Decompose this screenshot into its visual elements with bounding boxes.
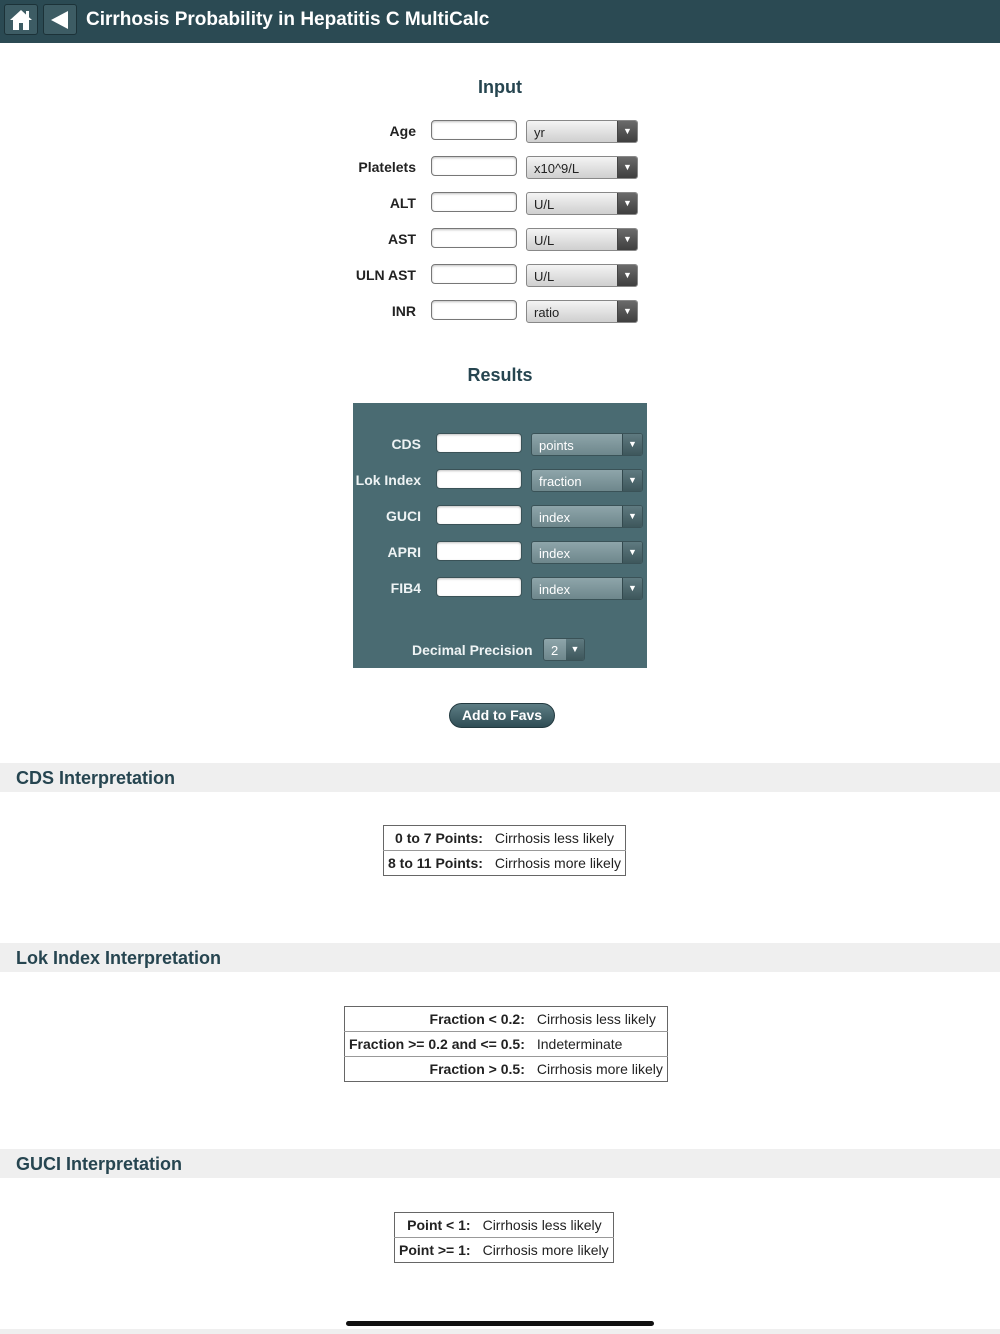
age-unit-value: yr [534,125,545,140]
cds-output[interactable] [436,433,522,453]
back-button[interactable] [43,4,77,35]
guci-unit-select[interactable] [531,505,643,528]
table-row [345,1057,668,1082]
interp-value: Cirrhosis more likely [533,1057,668,1082]
cds-unit-value: points [539,438,574,453]
apri-unit-select[interactable] [531,541,643,564]
decimal-precision-label: Decimal Precision [412,642,533,658]
interp-key: 0 to 7 Points: [395,830,483,846]
home-icon [8,8,34,32]
guci-interpretation-title: GUCI Interpretation [16,1154,183,1174]
fib4-output[interactable] [436,577,522,597]
chevron-down-icon: ▼ [617,229,637,250]
alt-unit-select[interactable] [526,192,638,215]
home-button[interactable] [4,4,38,35]
chevron-down-icon: ▼ [622,506,642,527]
result-row-fib4 [353,576,647,602]
cds-unit-select[interactable] [531,433,643,456]
guci-interpretation-header [0,1149,1000,1178]
alt-unit-value: U/L [534,197,555,212]
chevron-down-icon: ▼ [622,434,642,455]
table-row [395,1213,614,1238]
lok-index-unit-select[interactable] [531,469,643,492]
uln-ast-unit-select[interactable] [526,264,638,287]
chevron-down-icon: ▼ [622,470,642,491]
ast-label: AST [388,231,416,247]
input-heading: Input [478,77,522,97]
platelets-label: Platelets [358,159,416,175]
platelets-input[interactable] [431,156,517,176]
table-row [384,851,626,876]
lok-index-output[interactable] [436,469,522,489]
add-to-favs-button[interactable]: Add to Favs [449,703,555,728]
interp-key: Point >= 1: [395,1238,479,1263]
interp-key: Fraction < 0.2: [429,1011,525,1027]
fib4-unit-value: index [539,582,571,597]
chevron-down-icon: ▼ [617,265,637,286]
input-row-inr [300,299,640,325]
interp-key: Point < 1: [407,1217,471,1233]
lok-index-label: Lok Index [355,472,421,488]
table-row [345,1032,668,1057]
input-row-ast [300,227,640,253]
ast-input[interactable] [431,228,517,248]
cds-label: CDS [391,436,421,452]
alt-label: ALT [389,195,416,211]
inr-unit-value: ratio [534,305,560,320]
table-row [345,1007,668,1032]
interp-key: Fraction >= 0.2 and <= 0.5: [345,1032,533,1057]
guci-interpretation-table [394,1212,614,1263]
result-row-cds [353,432,647,458]
lok-index-interpretation-title: Lok Index Interpretation [16,948,222,968]
uln-ast-label: ULN AST [355,267,416,283]
chevron-down-icon: ▼ [622,578,642,599]
input-row-age [300,119,640,145]
lok-index-unit-value: fraction [539,474,582,489]
apri-output[interactable] [436,541,522,561]
table-row [395,1238,614,1263]
guci-unit-value: index [539,510,571,525]
chevron-down-icon: ▼ [617,301,637,322]
age-label: Age [389,123,416,139]
interp-key: 8 to 11 Points: [384,851,491,876]
bottom-strip [0,1329,1000,1334]
inr-input[interactable] [431,300,517,320]
platelets-unit-value: x10^9/L [534,161,580,176]
apri-unit-value: index [539,546,571,561]
inr-unit-select[interactable] [526,300,638,323]
interp-value: Cirrhosis more likely [491,851,626,876]
result-row-apri [353,540,647,566]
apri-label: APRI [387,544,421,560]
results-heading: Results [467,365,533,385]
decimal-precision-value: 2 [551,643,559,658]
lok-index-interpretation-table [344,1006,668,1082]
chevron-down-icon: ▼ [622,542,642,563]
age-unit-select[interactable] [526,120,638,143]
result-row-guci [353,504,647,530]
chevron-down-icon: ▼ [566,639,584,660]
decimal-precision-select[interactable] [543,638,585,661]
app-title: Cirrhosis Probability in Hepatitis C MultiCalc [86,9,490,30]
ast-unit-value: U/L [534,233,555,248]
interp-value: Cirrhosis less likely [482,1217,602,1233]
interp-value: Cirrhosis more likely [479,1238,614,1263]
interp-value: Cirrhosis less likely [536,1011,656,1027]
interp-key: Fraction > 0.5: [345,1057,533,1082]
cds-interpretation-header [0,763,1000,792]
title-bar [0,0,1000,43]
age-input[interactable] [431,120,517,140]
inr-label: INR [391,303,416,319]
fib4-unit-select[interactable] [531,577,643,600]
uln-ast-unit-value: U/L [534,269,555,284]
fib4-label: FIB4 [390,580,421,596]
chevron-down-icon: ▼ [617,157,637,178]
result-row-lok-index [353,468,647,494]
interp-value: Cirrhosis less likely [494,830,614,846]
results-panel [353,403,647,668]
guci-label: GUCI [386,508,421,524]
input-row-uln-ast [300,263,640,289]
platelets-unit-select[interactable] [526,156,638,179]
cds-interpretation-title: CDS Interpretation [16,768,176,788]
interp-value: Indeterminate [533,1032,668,1057]
chevron-down-icon: ▼ [617,121,637,142]
guci-output[interactable] [436,505,522,525]
ast-unit-select[interactable] [526,228,638,251]
table-row [384,826,626,851]
input-row-alt [300,191,640,217]
back-arrow-icon [48,9,72,31]
lok-index-interpretation-header [0,943,1000,972]
chevron-down-icon: ▼ [617,193,637,214]
alt-input[interactable] [431,192,517,212]
home-indicator[interactable] [346,1321,654,1326]
input-row-platelets [300,155,640,181]
cds-interpretation-table [383,825,626,876]
uln-ast-input[interactable] [431,264,517,284]
